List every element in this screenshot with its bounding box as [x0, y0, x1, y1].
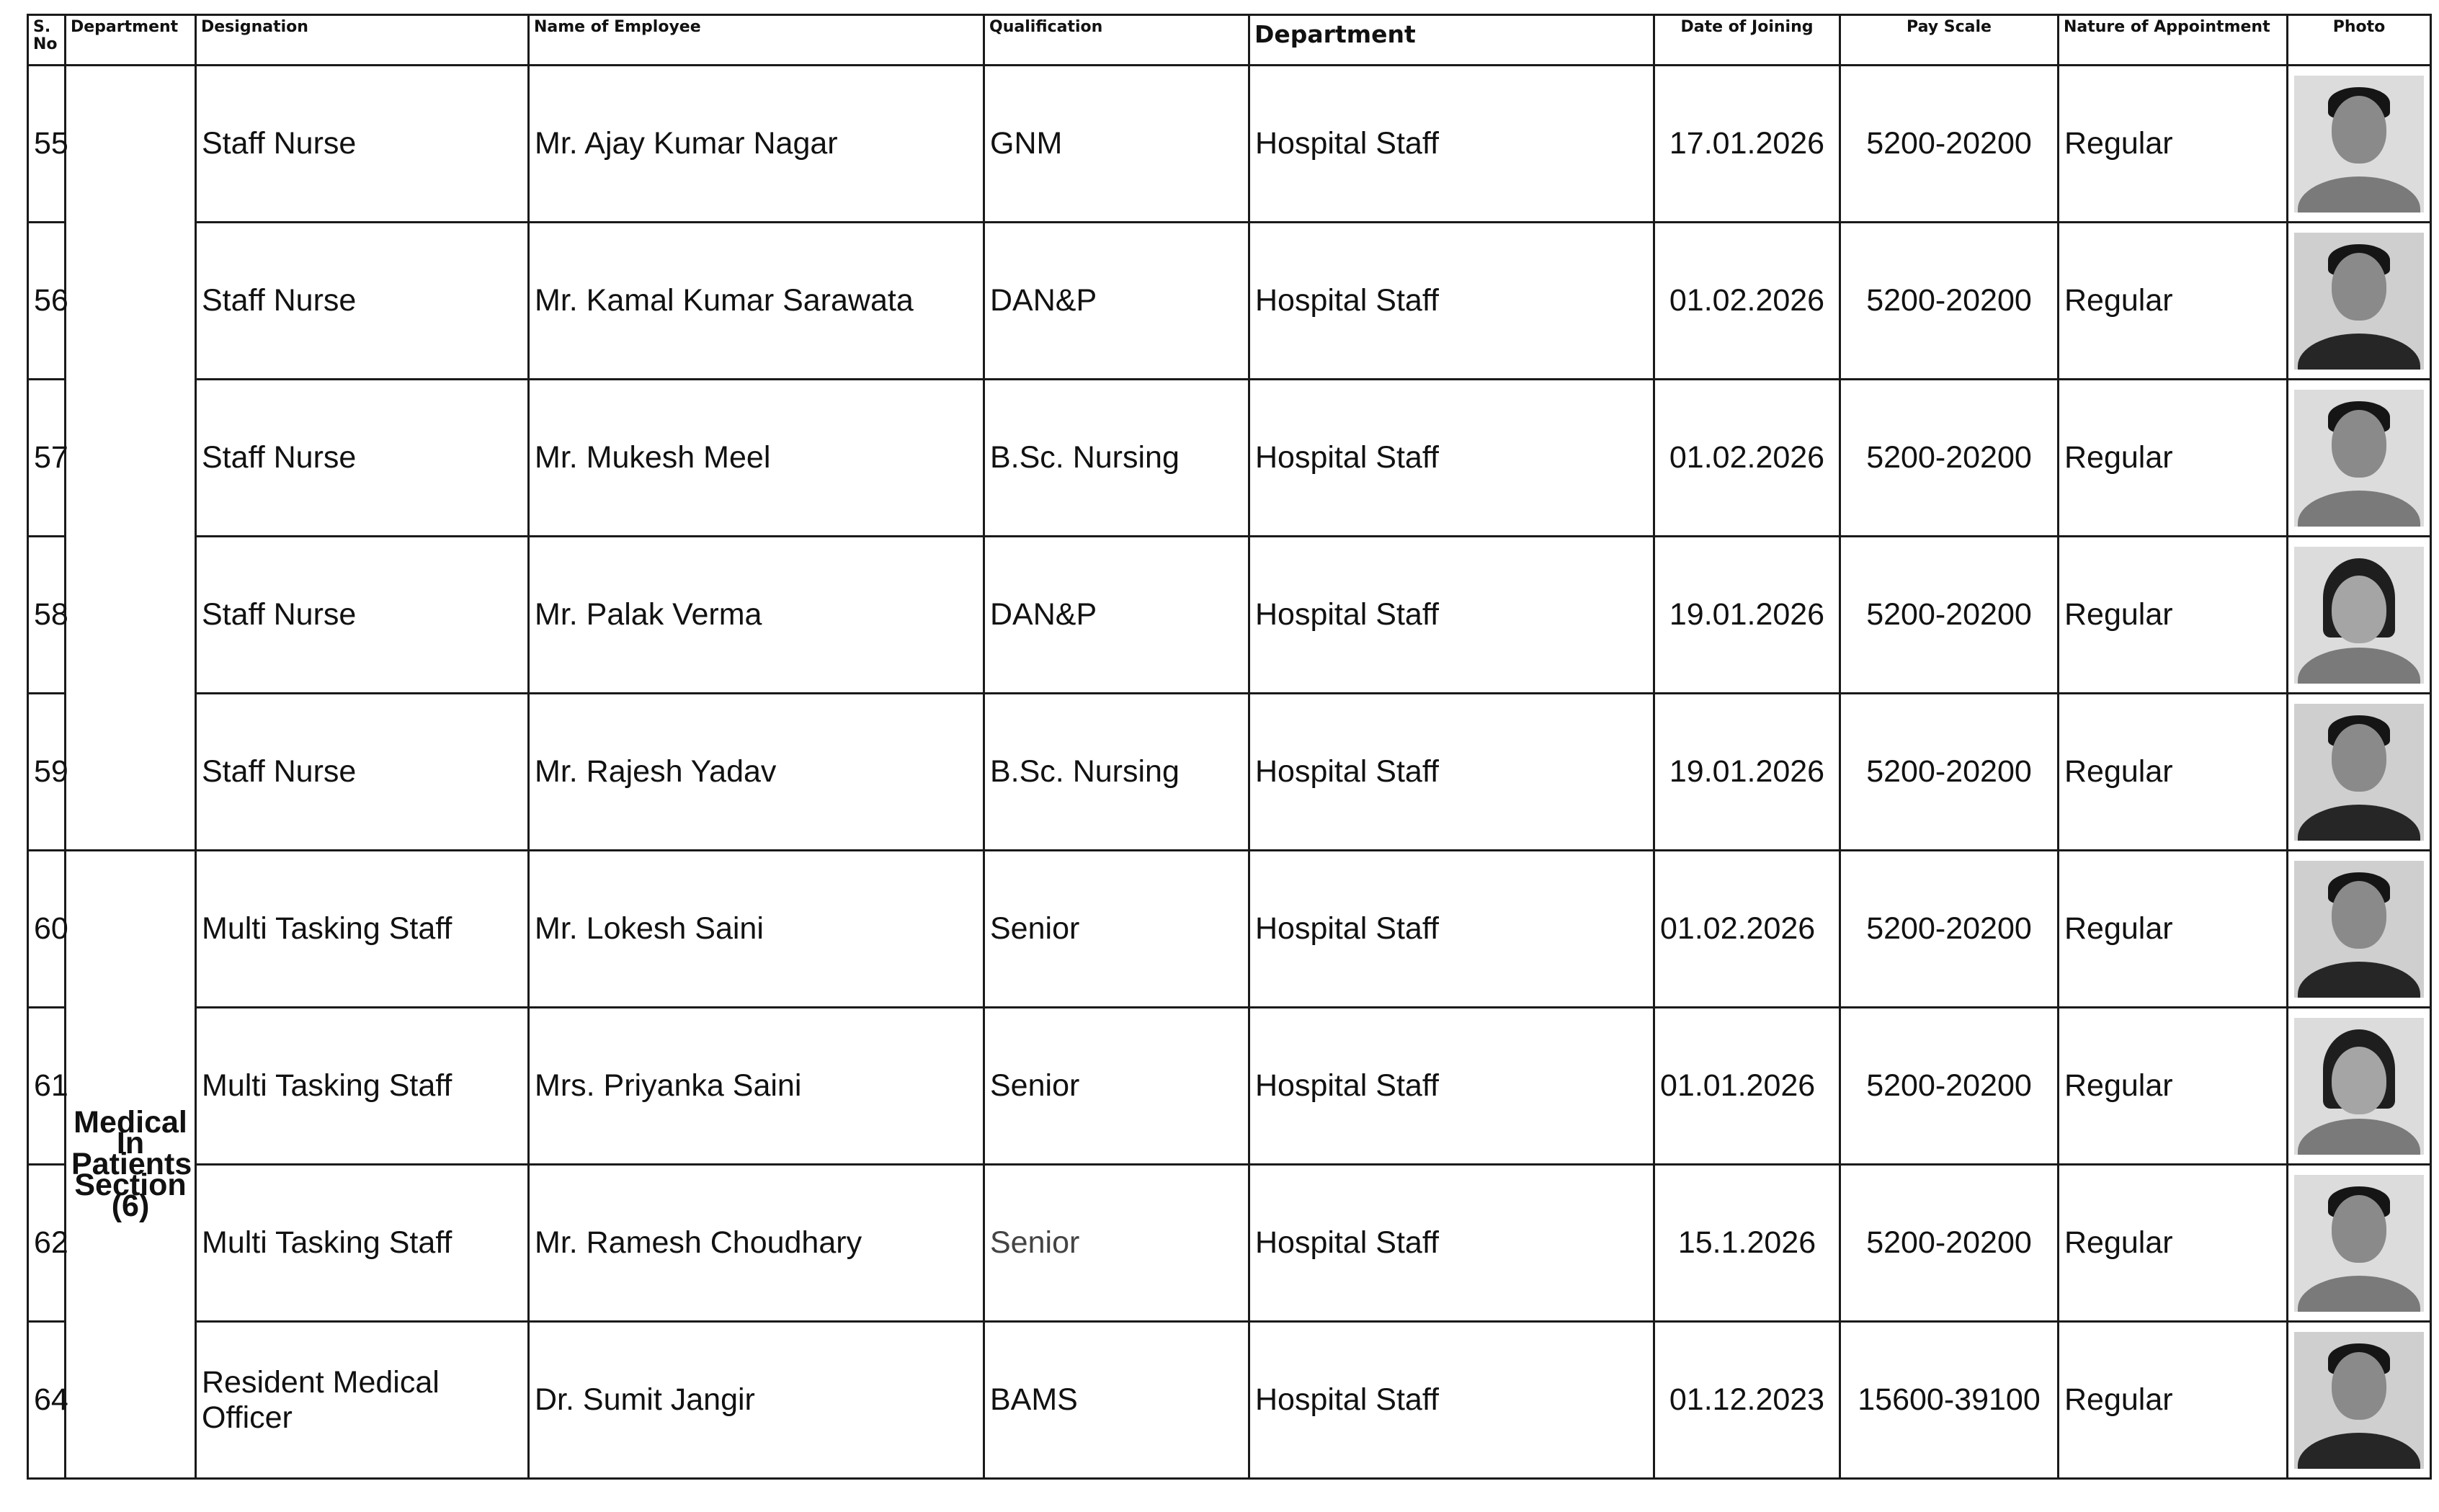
- cell-sno: 55: [28, 66, 66, 223]
- cell-date-of-joining: 01.02.2026: [1654, 851, 1840, 1008]
- cell-sno: 59: [28, 694, 66, 851]
- table-row: [28, 694, 2431, 851]
- cell-qualification: DAN&P: [984, 223, 1249, 380]
- header-appointment: Nature of Appointment: [2059, 15, 2288, 66]
- cell-photo: [2288, 380, 2431, 537]
- employee-photo: [2294, 390, 2424, 527]
- cell-qualification: Senior: [984, 851, 1249, 1008]
- cell-appointment: Regular: [2059, 1008, 2288, 1165]
- cell-department-block: Medical In Patients Section (6): [66, 851, 196, 1479]
- cell-department: Hospital Staff: [1249, 223, 1654, 380]
- cell-pay-scale: 5200-20200: [1840, 380, 2059, 537]
- cell-designation: Multi Tasking Staff: [196, 1008, 529, 1165]
- cell-photo: [2288, 694, 2431, 851]
- header-date-of-joining: Date of Joining: [1654, 15, 1840, 66]
- cell-date-of-joining: 01.12.2023: [1654, 1322, 1840, 1479]
- cell-pay-scale: 5200-20200: [1840, 223, 2059, 380]
- table-row: [28, 380, 2431, 537]
- cell-appointment: Regular: [2059, 223, 2288, 380]
- cell-name: Mr. Ajay Kumar Nagar: [529, 66, 984, 223]
- cell-sno: 64: [28, 1322, 66, 1479]
- cell-qualification: Senior: [984, 1008, 1249, 1165]
- cell-date-of-joining: 19.01.2026: [1654, 694, 1840, 851]
- cell-photo: [2288, 66, 2431, 223]
- cell-date-of-joining: 19.01.2026: [1654, 537, 1840, 694]
- cell-department: Hospital Staff: [1249, 66, 1654, 223]
- cell-qualification: B.Sc. Nursing: [984, 694, 1249, 851]
- header-department-2: Department: [1249, 15, 1654, 66]
- cell-photo: [2288, 1165, 2431, 1322]
- cell-sno: 56: [28, 223, 66, 380]
- employee-photo: [2294, 704, 2424, 841]
- cell-name: Mrs. Priyanka Saini: [529, 1008, 984, 1165]
- cell-department: Hospital Staff: [1249, 694, 1654, 851]
- cell-designation: Staff Nurse: [196, 66, 529, 223]
- cell-date-of-joining: 01.01.2026: [1654, 1008, 1840, 1165]
- staff-table: [27, 14, 2432, 1480]
- cell-pay-scale: 5200-20200: [1840, 537, 2059, 694]
- cell-sno: 61: [28, 1008, 66, 1165]
- cell-name: Mr. Lokesh Saini: [529, 851, 984, 1008]
- cell-pay-scale: 5200-20200: [1840, 1008, 2059, 1165]
- employee-photo: [2294, 547, 2424, 684]
- employee-photo: [2294, 861, 2424, 998]
- cell-sno: 62: [28, 1165, 66, 1322]
- table-row: [28, 223, 2431, 380]
- header-photo: Photo: [2288, 15, 2431, 66]
- cell-date-of-joining: 01.02.2026: [1654, 380, 1840, 537]
- header-name: Name of Employee: [529, 15, 984, 66]
- cell-department: Hospital Staff: [1249, 1165, 1654, 1322]
- table-row: [28, 537, 2431, 694]
- header-qualification: Qualification: [984, 15, 1249, 66]
- table-row: [28, 851, 2431, 1008]
- cell-date-of-joining: 17.01.2026: [1654, 66, 1840, 223]
- employee-photo: [2294, 76, 2424, 213]
- cell-photo: [2288, 851, 2431, 1008]
- cell-appointment: Regular: [2059, 1165, 2288, 1322]
- cell-date-of-joining: 15.1.2026: [1654, 1165, 1840, 1322]
- cell-sno: 57: [28, 380, 66, 537]
- cell-sno: 58: [28, 537, 66, 694]
- cell-name: Mr. Ramesh Choudhary: [529, 1165, 984, 1322]
- header-sno: S. No: [28, 15, 66, 66]
- cell-appointment: Regular: [2059, 694, 2288, 851]
- cell-qualification: DAN&P: [984, 537, 1249, 694]
- cell-appointment: Regular: [2059, 1322, 2288, 1479]
- cell-pay-scale: 15600-39100: [1840, 1322, 2059, 1479]
- table-row: [28, 1165, 2431, 1322]
- cell-designation: Staff Nurse: [196, 380, 529, 537]
- cell-department-empty: [66, 66, 196, 851]
- cell-name: Mr. Kamal Kumar Sarawata: [529, 223, 984, 380]
- cell-photo: [2288, 1008, 2431, 1165]
- table-row: [28, 1008, 2431, 1165]
- cell-department: Hospital Staff: [1249, 380, 1654, 537]
- cell-date-of-joining: 01.02.2026: [1654, 223, 1840, 380]
- cell-appointment: Regular: [2059, 851, 2288, 1008]
- cell-qualification: Senior: [984, 1165, 1249, 1322]
- header-department: Department: [66, 15, 196, 66]
- cell-pay-scale: 5200-20200: [1840, 1165, 2059, 1322]
- employee-photo: [2294, 1175, 2424, 1312]
- cell-department: Hospital Staff: [1249, 537, 1654, 694]
- header-designation: Designation: [196, 15, 529, 66]
- cell-name: Mr. Mukesh Meel: [529, 380, 984, 537]
- employee-photo: [2294, 1018, 2424, 1155]
- cell-appointment: Regular: [2059, 380, 2288, 537]
- cell-department: Hospital Staff: [1249, 851, 1654, 1008]
- table-row: [28, 1322, 2431, 1479]
- cell-photo: [2288, 1322, 2431, 1479]
- cell-designation: Staff Nurse: [196, 223, 529, 380]
- cell-designation: Multi Tasking Staff: [196, 851, 529, 1008]
- cell-designation: Multi Tasking Staff: [196, 1165, 529, 1322]
- cell-qualification: B.Sc. Nursing: [984, 380, 1249, 537]
- cell-department: Hospital Staff: [1249, 1008, 1654, 1165]
- table-row: [28, 66, 2431, 223]
- cell-photo: [2288, 537, 2431, 694]
- cell-name: Dr. Sumit Jangir: [529, 1322, 984, 1479]
- header-pay-scale: Pay Scale: [1840, 15, 2059, 66]
- cell-appointment: Regular: [2059, 66, 2288, 223]
- cell-designation: Resident Medical Officer: [196, 1322, 529, 1479]
- cell-pay-scale: 5200-20200: [1840, 851, 2059, 1008]
- cell-name: Mr. Palak Verma: [529, 537, 984, 694]
- cell-designation: Staff Nurse: [196, 694, 529, 851]
- cell-department: Hospital Staff: [1249, 1322, 1654, 1479]
- cell-photo: [2288, 223, 2431, 380]
- cell-designation: Staff Nurse: [196, 537, 529, 694]
- employee-photo: [2294, 233, 2424, 370]
- cell-sno: 60: [28, 851, 66, 1008]
- cell-pay-scale: 5200-20200: [1840, 694, 2059, 851]
- employee-photo: [2294, 1332, 2424, 1469]
- cell-qualification: BAMS: [984, 1322, 1249, 1479]
- cell-qualification: GNM: [984, 66, 1249, 223]
- cell-name: Mr. Rajesh Yadav: [529, 694, 984, 851]
- header-row: [28, 15, 2431, 66]
- cell-appointment: Regular: [2059, 537, 2288, 694]
- cell-pay-scale: 5200-20200: [1840, 66, 2059, 223]
